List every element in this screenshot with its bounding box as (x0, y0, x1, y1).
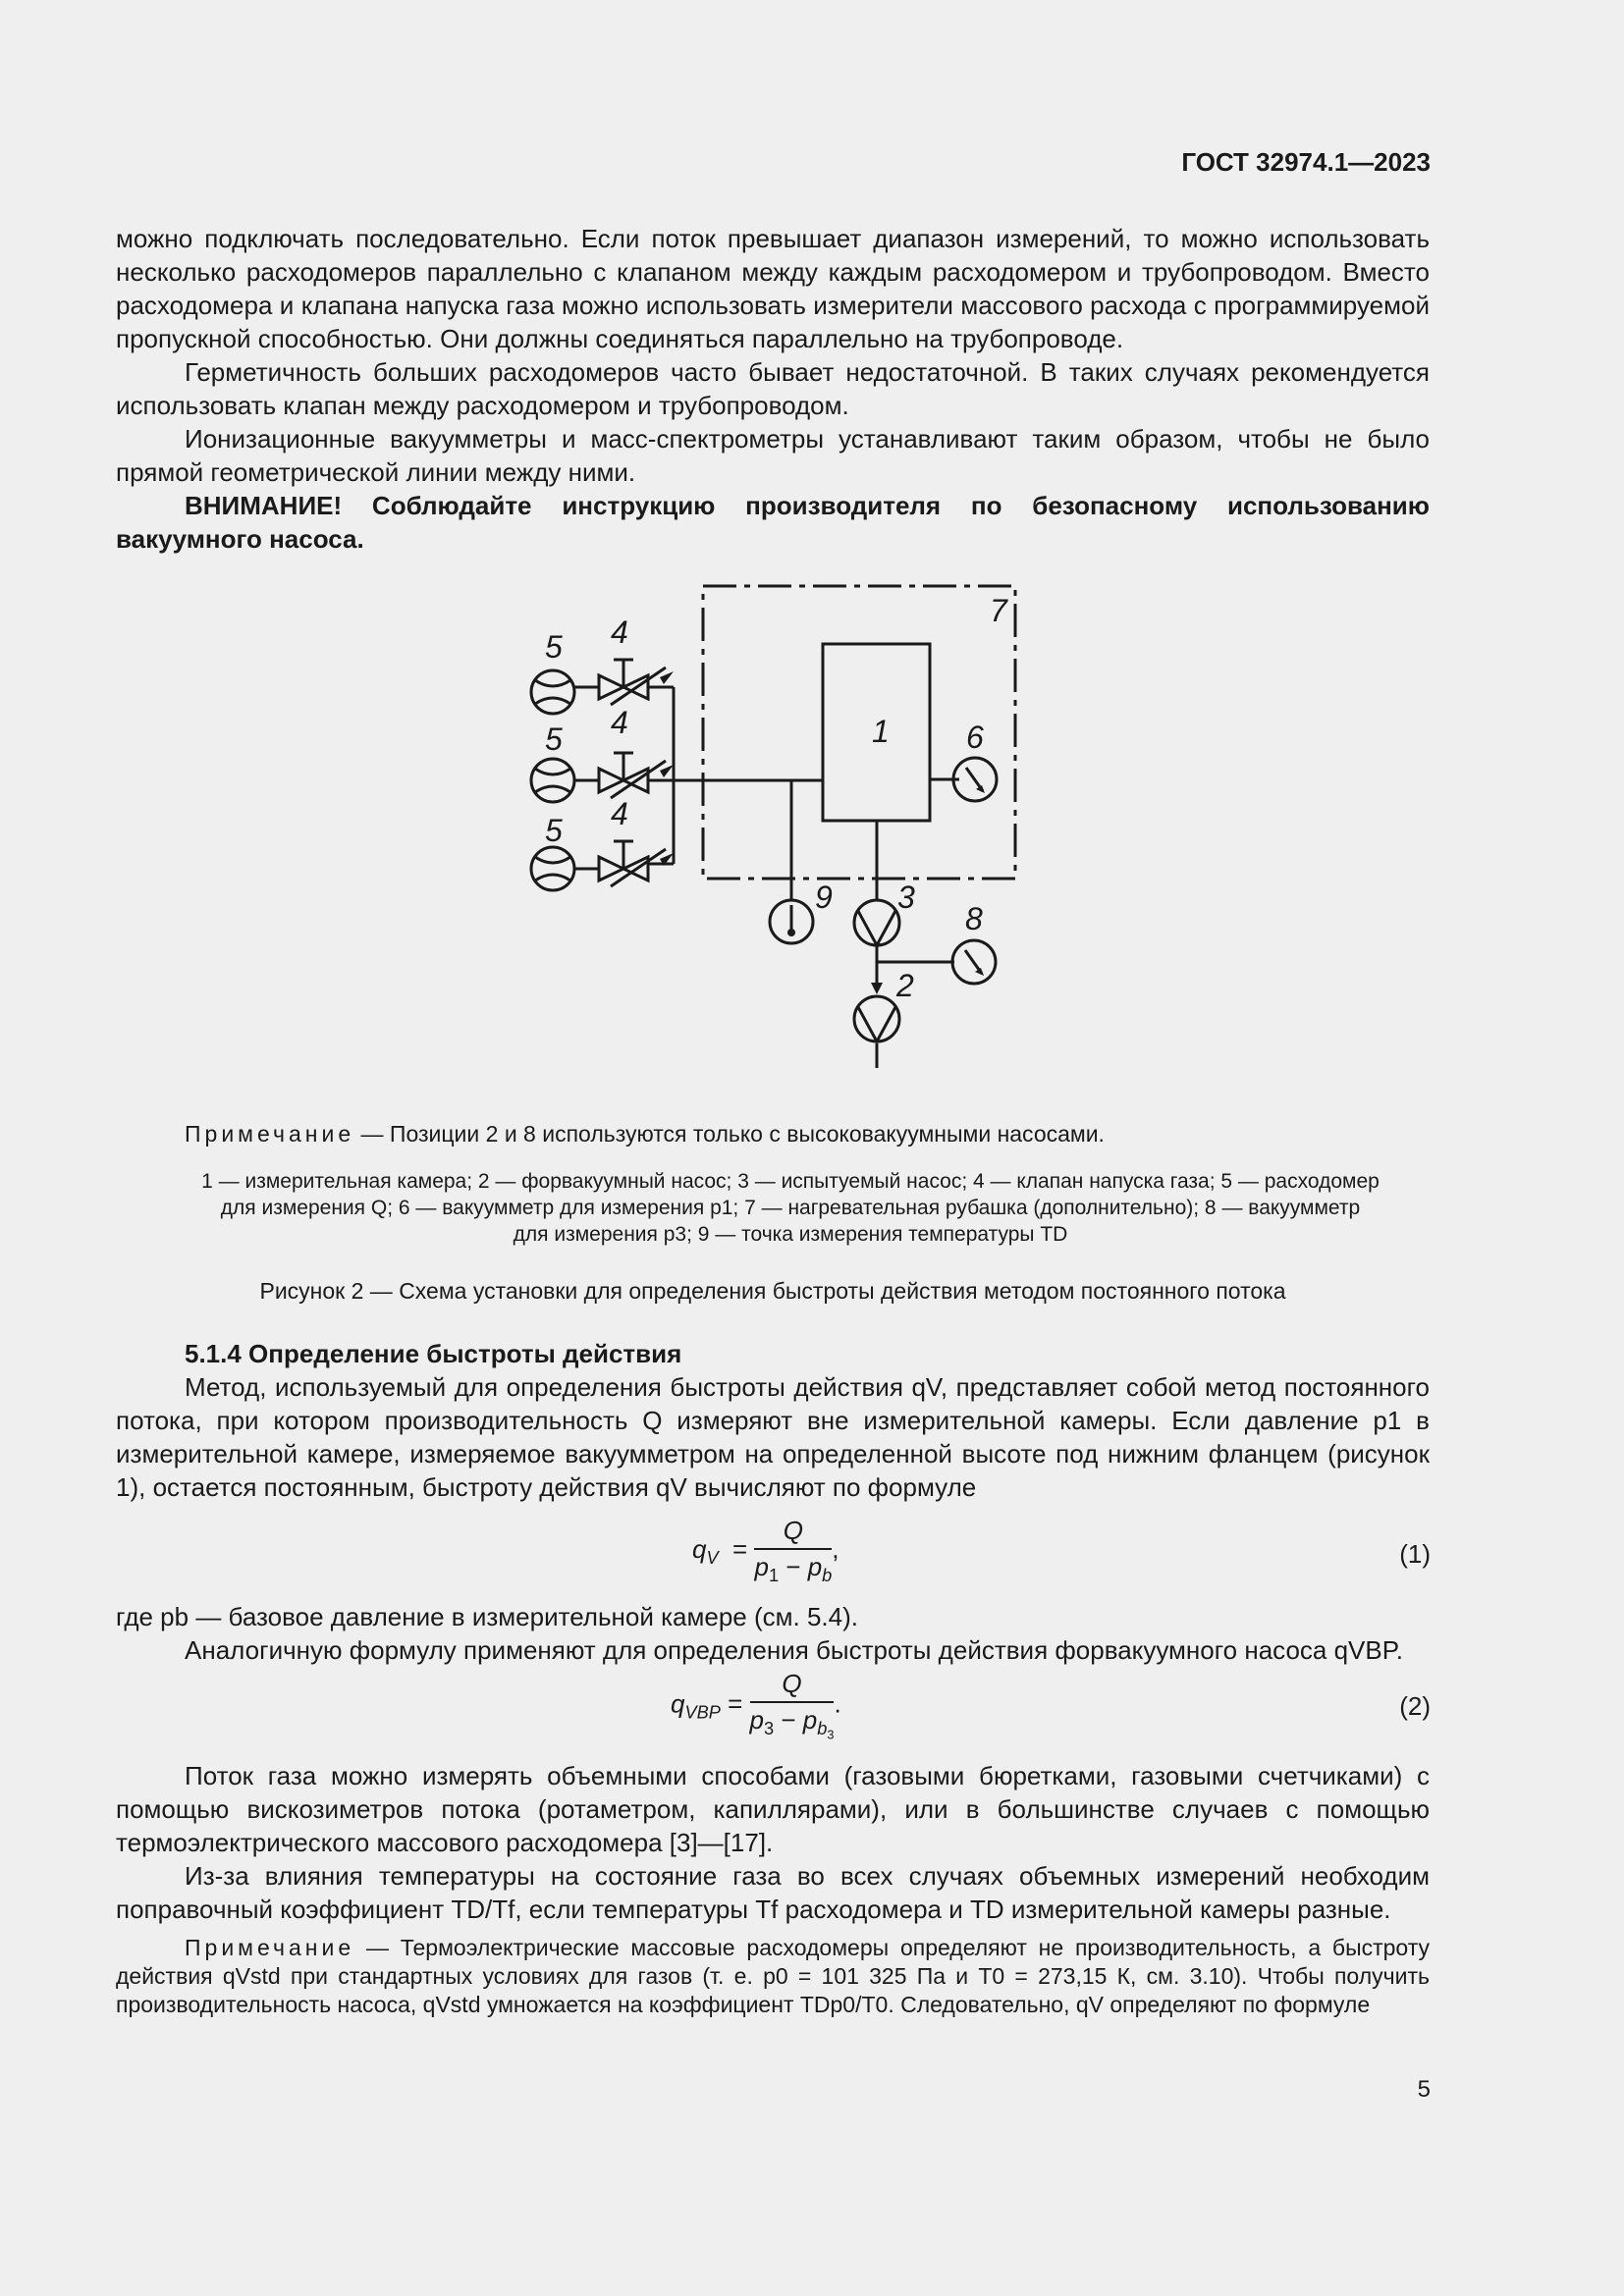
label-jacket: 7 (990, 593, 1007, 628)
label-valve: 4 (611, 614, 628, 650)
formula-2: $q_{VBP}$ = $\frac{Q}{p_3 - p_{b_3}}$ . (671, 1669, 841, 1742)
label-gauge-p1: 6 (966, 720, 984, 755)
section-text-3 (116, 1759, 1430, 2019)
gas-inlet-valve-icon (599, 660, 666, 705)
legend-line: для измерения p3; 9 — точка измерения температуры TD (513, 1223, 1068, 1246)
paragraph: можно подключать последовательно. Если поток превышает диапазон измерений, то можно использовать несколько расходомеров параллельно с клапаном между каждым расходомером и трубопроводом. Вместо расходомера и клапана напуска газа можно использовать измерители массового расхода с программируемой пропускной способностью. Они должны соединяться параллельно на трубопроводе. (116, 224, 1430, 353)
legend-line: для измерения Q; 6 — вакуумметр для измерения p1; 7 — нагревательная рубашка (дополнительно); 8 — вакуумметр (220, 1197, 1361, 1219)
section-heading: 5.1.4 Определение быстроты действия (185, 1339, 682, 1368)
label-temperature: 9 (815, 880, 833, 915)
label-backing-pump: 2 (896, 968, 914, 1003)
note-paragraph (116, 1934, 1430, 2019)
label-gauge-p3: 8 (965, 901, 983, 936)
equation-number: (1) (1399, 1539, 1431, 1569)
paragraph: Из-за влияния температуры на состояние газа во всех случаях объемных измерений необходим поправочный коэффициент TD/Tf, если температуры Tf расходомера и TD измерительной камеры разные. (116, 1861, 1430, 1924)
tested-pump-icon (854, 900, 899, 945)
label-flowmeter: 5 (545, 629, 563, 665)
label-chamber: 1 (872, 714, 890, 749)
paragraph: где pb — базовое давление в измерительной камере (см. 5.4). (116, 1602, 858, 1631)
note-word: Примечание (185, 1121, 355, 1147)
paragraph: Аналогичную формулу применяют для определения быстроты действия форвакуумного насоса qVBP. (185, 1635, 1403, 1665)
vacuum-gauge-icon (952, 940, 996, 984)
standard-number: ГОСТ 32974.1—2023 (1181, 147, 1431, 177)
temperature-probe-icon (770, 900, 813, 943)
label-flowmeter: 5 (545, 721, 563, 757)
note-text: — Термоэлектрические массовые расходомеры определяют не производительность, а быстроту действия qVstd при стандартных условиях для газов (т. е. p0 = 101 325 Па и T0 = 273,15 К, см. 3.10). Чтобы получить производительность насоса, qVstd умножается на коэффициент TDp0/T0. Следовательно, qV определяют по формуле (116, 1935, 1431, 2017)
paragraph: Герметичность больших расходомеров часто бывает недостаточной. В таких случаях рекомендуется использовать клапан между расходомером и трубопроводом. (116, 357, 1430, 420)
section-text-2 (116, 1600, 1430, 1667)
label-valve: 4 (611, 796, 628, 831)
paragraph: Ионизационные вакуумметры и масс-спектрометры устанавливают таким образом, чтобы не было прямой геометрической линии между ними. (116, 424, 1430, 487)
page-number: 5 (1417, 2076, 1431, 2103)
equation-number: (2) (1399, 1691, 1431, 1721)
flowmeter-icon (531, 670, 599, 714)
vacuum-gauge-icon (953, 758, 997, 801)
label-tested-pump: 3 (897, 880, 915, 915)
legend-line: 1 — измерительная камера; 2 — форвакуумный насос; 3 — испытуемый насос; 4 — клапан напуска газа; 5 — расходомер (201, 1170, 1380, 1193)
figure-note (185, 1121, 1105, 1148)
figure-legend (137, 1168, 1443, 1248)
label-flowmeter: 5 (545, 813, 563, 848)
paragraph: Метод, используемый для определения быстроты действия qV, представляет собой метод постоянного потока, при котором производительность Q измеряют вне измерительной камеры. Если давление p1 в измерительной камере, измеряемое вакуумметром на определенной высоте под нижним фланцем (рисунок 1), остается постоянным, быстроту действия qV вычисляют по формуле (116, 1372, 1430, 1502)
note-text: — Позиции 2 и 8 используются только с высоковакуумными насосами. (360, 1121, 1105, 1147)
backing-pump-icon (854, 996, 899, 1041)
formula-1: $q_V$ = $\frac{Q}{p_1 - p_b}$ , (692, 1516, 839, 1586)
flowmeter-icon (531, 847, 599, 890)
top-text (116, 222, 1430, 556)
gas-inlet-valve-icon (599, 753, 666, 798)
paragraph: Поток газа можно измерять объемными способами (газовыми бюретками, газовыми счетчиками) с помощью вискозиметров потока (ротаметром, капиллярами), или в большинстве случаев с помощью термоэлектрического массового расходомера [3]—[17]. (116, 1761, 1430, 1857)
figure-caption: Рисунок 2 — Схема установки для определения быстроты действия методом постоянного потока (259, 1278, 1286, 1304)
flowmeter-icon (531, 759, 599, 802)
label-valve: 4 (611, 705, 628, 740)
warning-paragraph: ВНИМАНИЕ! Соблюдайте инструкцию производителя по безопасному использованию вакуумного насоса. (116, 491, 1430, 554)
section-text (116, 1337, 1430, 1504)
note-word: Примечание (185, 1935, 355, 1960)
setup-schematic (511, 579, 1041, 1075)
